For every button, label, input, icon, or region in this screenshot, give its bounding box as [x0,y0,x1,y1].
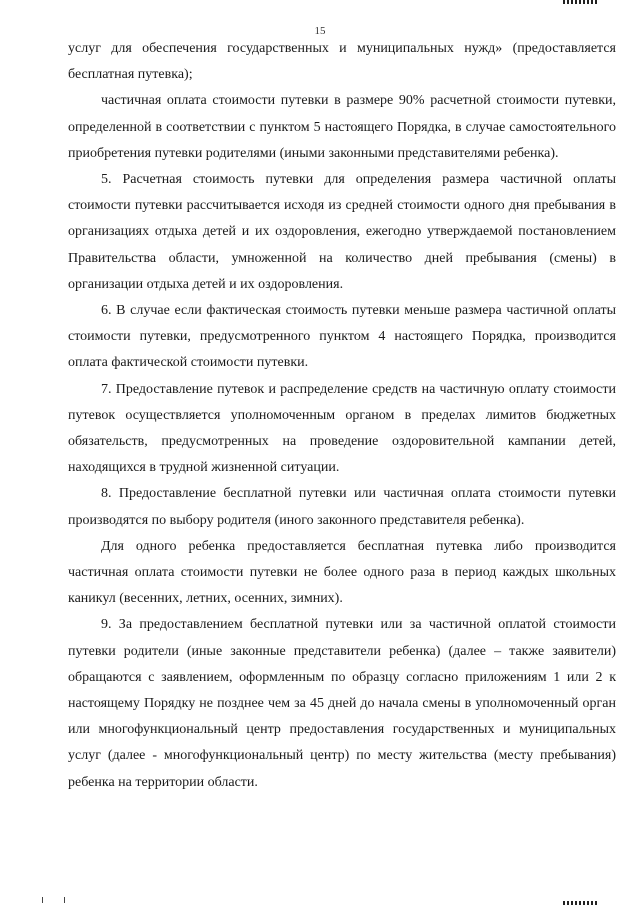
paragraph-3: 5. Расчетная стоимость путевки для определения размера частичной оплаты стоимости путевки рассчитывается исходя из средней стоимости одного дня пребывания в организациях отдыха детей и их оздоровления, ежегодно утверждаемой постановлением Правительства области, умноженной на количество дней пребывания (смены) в организации отдыха детей и их оздоровления. [68,172,616,292]
scan-corner-mark-top [563,0,599,4]
scan-edge-tick-left-2 [64,897,65,903]
paragraph-2: частичная оплата стоимости путевки в размере 90% расчетной стоимости путевки, определенной в соответствии с пунктом 5 настоящего Порядка, в случае самостоятельного приобретения путевки родителями (иными законными представителями ребенка). [68,93,616,161]
scan-edge-tick-left [42,897,43,903]
scan-corner-mark-bottom [563,901,599,905]
page-number: 15 [314,25,326,37]
paragraph-4: 6. В случае если фактическая стоимость путевки меньше размера частичной оплаты стоимости путевки, предусмотренного пунктом 4 настоящего Порядка, производится оплата фактической стоимости путевки. [68,303,616,371]
paragraph-7: Для одного ребенка предоставляется бесплатная путевка либо производится частичная оплата стоимости путевки не более одного раза в период каждых школьных каникул (весенних, летних, осенних, зимних). [68,538,616,607]
paragraph-5: 7. Предоставление путевок и распределение средств на частичную оплату стоимости путевок осуществляется уполномоченным органом в пределах лимитов бюджетных обязательств, предусмотренных на проведение оздоровительной кампании детей, находящихся в трудной жизненной ситуации. [68,381,616,476]
paragraph-6: 8. Предоставление бесплатной путевки или частичная оплата стоимости путевки производятся по выбору родителя (иного законного представителя ребенка). [68,486,616,528]
document-body [68,36,616,796]
paragraph-8: 9. За предоставлением бесплатной путевки или за частичной оплатой стоимости путевки родители (иные законные представители ребенка) (далее – также заявители) обращаются с заявлением, оформленным по образцу согласно приложениям 1 или 2 к настоящему Порядку не позднее чем за 45 дней до начала смены в уполномоченный орган или многофункциональный центр предоставления государственных и муниципальных услуг (далее - многофункциональный центр) по месту жительства (месту пребывания) ребенка на территории области. [68,617,616,790]
paragraph-1: услуг для обеспечения государственных и муниципальных нужд» (предоставляется бесплатная путевка); [68,41,616,83]
